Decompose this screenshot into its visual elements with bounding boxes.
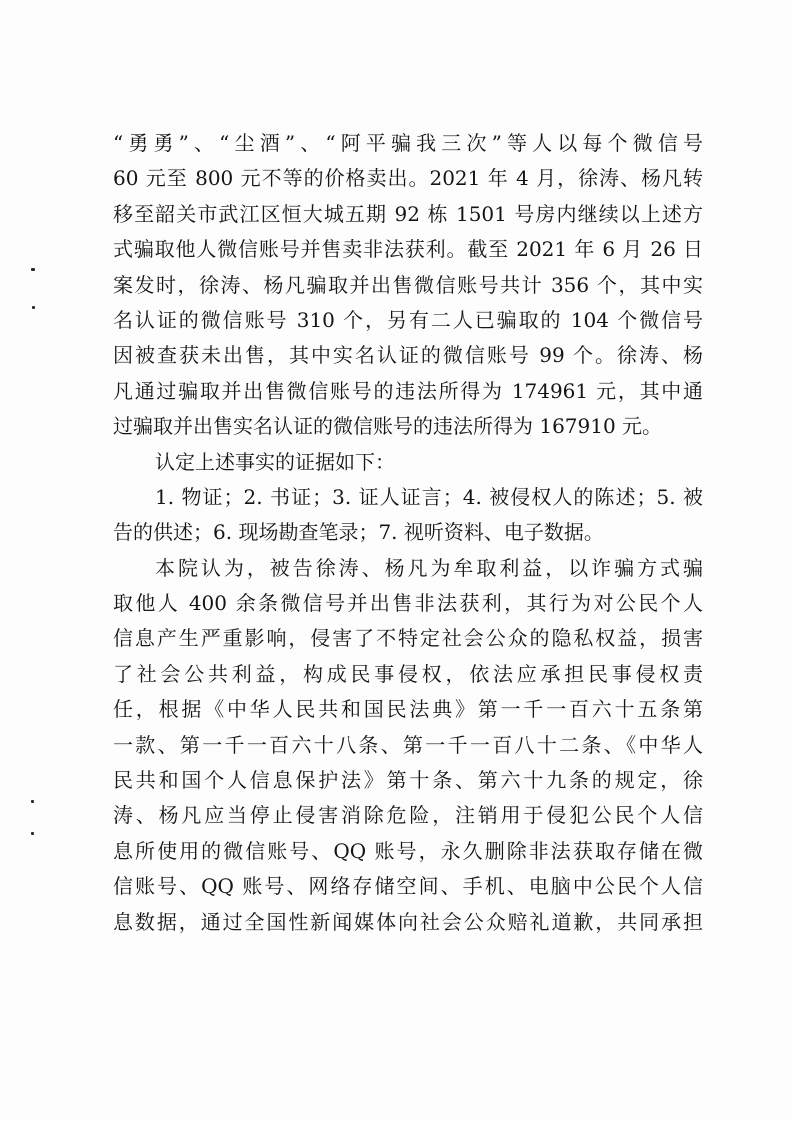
- text-line: 涛、杨凡应当停止侵害消除危险，注销用于侵犯公民个人信: [113, 803, 703, 828]
- text-line: 本院认为，被告徐涛、杨凡为牟取利益，以诈骗方式骗: [155, 555, 703, 580]
- text-line: 息所使用的微信账号、QQ 账号，永久删除非法获取存储在微: [113, 838, 703, 863]
- document-body: [113, 126, 703, 940]
- binding-mark-bottom: [31, 800, 34, 803]
- text-line: “勇勇”、“尘酒”、“阿平骗我三次”等人以每个微信号: [113, 131, 703, 155]
- text-line: 1. 物证；2. 书证；3. 证人证言；4. 被侵权人的陈述；5. 被: [155, 484, 703, 509]
- text-line: 了社会公共利益，构成民事侵权，依法应承担民事侵权责: [113, 661, 703, 686]
- text-line: 60 元至 800 元不等的价格卖出。2021 年 4 月，徐涛、杨凡转: [113, 166, 703, 191]
- text-line: 取他人 400 余条微信号并出售非法获利，其行为对公民个人: [113, 591, 703, 616]
- text-line: 案发时，徐涛、杨凡骗取并出售微信账号共计 356 个，其中实: [113, 272, 703, 297]
- text-line: 民共和国个人信息保护法》第十条、第六十九条的规定，徐: [113, 768, 703, 793]
- text-line: 凡通过骗取并出售微信账号的违法所得为 174961 元，其中通: [113, 378, 703, 403]
- binding-mark-bottom-2: [31, 832, 34, 835]
- section-heading: 认定上述事实的证据如下：: [155, 449, 395, 474]
- text-line: 过骗取并出售实名认证的微信账号的违法所得为 167910 元。: [113, 414, 663, 439]
- text-line: 告的供述；6. 现场勘查笔录；7. 视听资料、电子数据。: [113, 520, 604, 545]
- text-line: 任，根据《中华人民共和国民法典》第一千一百六十五条第: [113, 697, 703, 722]
- text-line: 息数据，通过全国性新闻媒体向社会公众赔礼道歉，共同承担: [113, 909, 703, 934]
- text-line: 信息产生严重影响，侵害了不特定社会公众的隐私权益，损害: [113, 626, 703, 651]
- binding-mark-top-2: [32, 306, 35, 309]
- text-line: 式骗取他人微信账号并售卖非法获利。截至 2021 年 6 月 26 日: [113, 237, 703, 262]
- text-line: 一款、第一千一百六十八条、第一千一百八十二条、《中华人: [113, 732, 703, 757]
- text-line: 因被查获未出售，其中实名认证的微信账号 99 个。徐涛、杨: [113, 343, 703, 368]
- text-line: 名认证的微信账号 310 个，另有二人已骗取的 104 个微信号: [113, 307, 703, 332]
- text-line: 信账号、QQ 账号、网络存储空间、手机、电脑中公民个人信: [113, 874, 703, 899]
- text-line: 移至韶关市武江区恒大城五期 92 栋 1501 号房内继续以上述方: [113, 201, 703, 226]
- binding-mark-top: [31, 268, 35, 271]
